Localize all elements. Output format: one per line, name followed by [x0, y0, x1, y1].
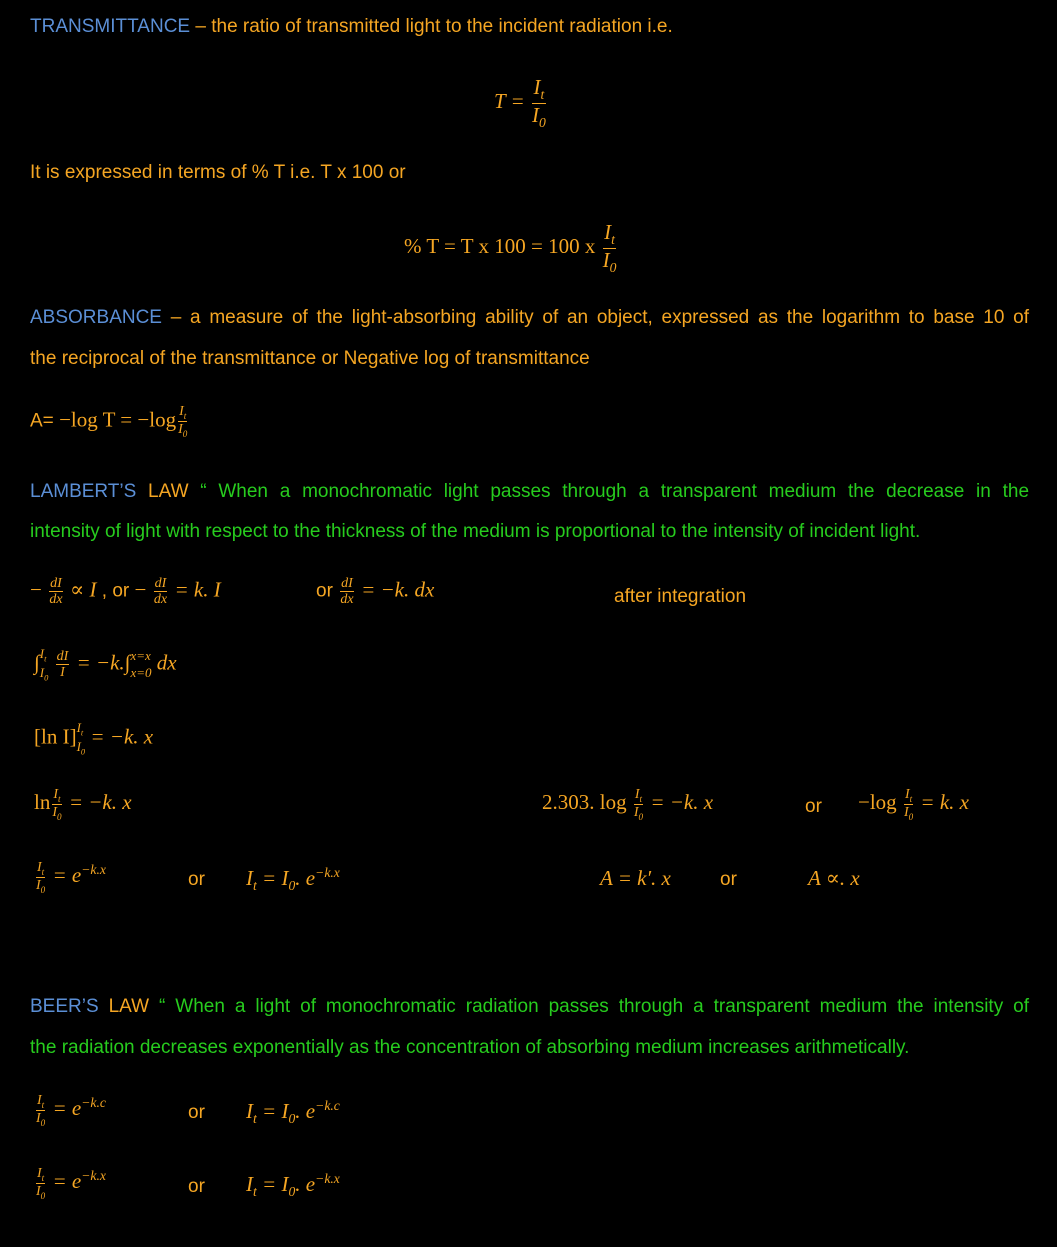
- transmittance-definition: – the ratio of transmitted light to the incident radiation i.e.: [190, 16, 673, 37]
- lambert-statement-line2: intensity of light with respect to the thickness of the medium is proportional to the intensity of incident light.: [30, 521, 921, 542]
- percent-t-formula: % T = T x 100 = 100 x $\frac{I_t}{I_0}$: [404, 220, 617, 275]
- or-label: or: [188, 1176, 205, 1197]
- lambert-A-eq: A = k′. x: [600, 866, 671, 890]
- beer-term: BEER’S: [30, 996, 99, 1017]
- beer-exp-ratio-x: $\frac{I_t}{I_0}$ = $e^{-k.x}$: [36, 1166, 106, 1201]
- transmittance-heading: [30, 16, 673, 38]
- absorbance-formula: A= −log T = −log $\frac{I_t}{I_0}$: [30, 404, 188, 439]
- or-label: or: [805, 796, 822, 817]
- beer-exp-it-c: $I_t = I_0$. $e^{-k.c}$: [246, 1098, 340, 1127]
- beer-statement-line2: the radiation decreases exponentially as the concentration of absorbing medium increases arithmetically.: [30, 1037, 910, 1058]
- or-label: or: [188, 869, 205, 890]
- or-label: or: [720, 869, 737, 890]
- lambert-ln-bracket: [ln I] $I_t$ $I_0$ = −k. x: [34, 720, 154, 757]
- lambert-integral: ∫ $I_t$ $I_0$ $\frac{dI}{I}$ = −k.∫ x=x x=0 dx: [34, 646, 177, 683]
- transmittance-term: TRANSMITTANCE: [30, 16, 191, 37]
- beer-statement-line1: BEER’S LAW “ When a light of monochromatic radiation passes through a transparent medium the intensity of: [30, 996, 1029, 1017]
- lambert-exp-ratio: $\frac{I_t}{I_0}$ = $e^{-k.x}$: [36, 860, 106, 895]
- lambert-ln-ratio: ln $\frac{I_t}{I_0}$ = −k. x: [34, 787, 132, 822]
- lambert-statement-line1: LAMBERT’S LAW “ When a monochromatic light passes through a transparent medium the decrease in the: [30, 481, 1030, 502]
- absorbance-definition-line2: the reciprocal of the transmittance or Negative log of transmittance: [30, 348, 590, 369]
- lambert-term: LAMBERT’S: [30, 481, 137, 502]
- lambert-differential-eq2: or $\frac{dI}{dx}$ = −k. dx: [316, 576, 435, 608]
- absorbance-term: ABSORBANCE: [30, 307, 162, 328]
- lambert-differential-eq: − $\frac{dI}{dx}$ ∝ I , or − $\frac{dI}{dx}$ = k. I: [30, 576, 221, 608]
- after-integration-label: after integration: [614, 586, 747, 607]
- lambert-A-prop: A ∝. x: [808, 866, 860, 890]
- percent-t-text: It is expressed in terms of % T i.e. T x 100 or: [30, 162, 406, 183]
- it-over-i0-fraction: $\frac{I_t}{I_0}$: [531, 75, 546, 130]
- beer-exp-it-x: $I_t = I_0$. $e^{-k.x}$: [246, 1171, 340, 1200]
- beer-exp-ratio-c: $\frac{I_t}{I_0}$ = $e^{-k.c}$: [36, 1093, 106, 1128]
- lambert-exp-it: $I_t = I_0$. $e^{-k.x}$: [246, 865, 340, 894]
- absorbance-definition-line1: ABSORBANCE – a measure of the light-absorbing ability of an object, expressed as the logarithm to base 10 of: [30, 307, 1029, 328]
- lambert-log10-form: 2.303. log $\frac{I_t}{I_0}$ = −k. x: [542, 787, 714, 822]
- lambert-neg-log-form: −log $\frac{I_t}{I_0}$ = k. x: [858, 787, 969, 822]
- or-label: or: [188, 1102, 205, 1123]
- transmittance-formula: T = $\frac{I_t}{I_0}$: [494, 75, 546, 130]
